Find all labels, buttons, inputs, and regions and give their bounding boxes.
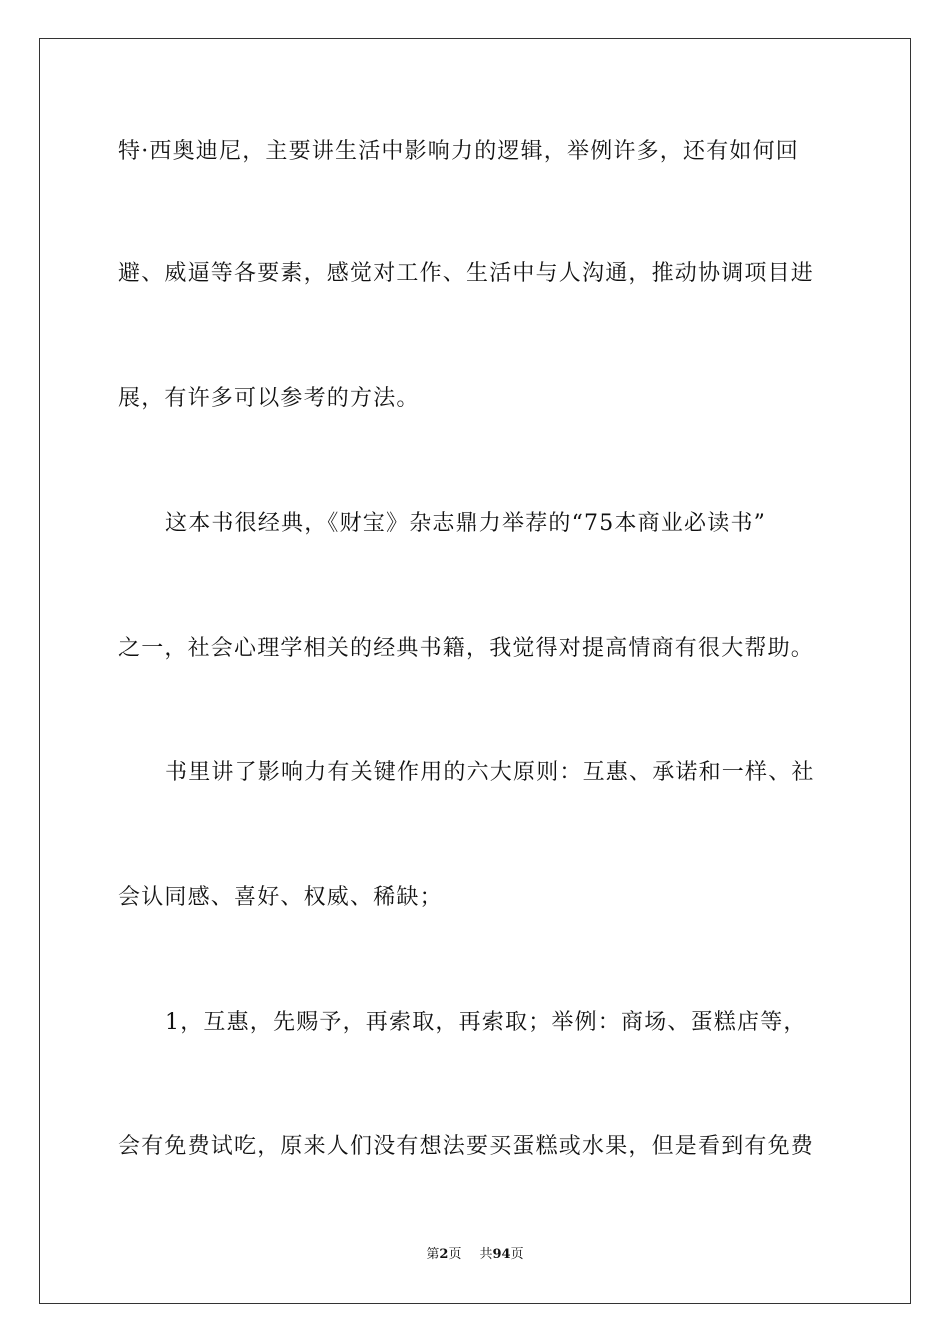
text-line-7: 会认同感、喜好、权威、稀缺； bbox=[118, 885, 443, 910]
text-line-4: 这本书很经典，《财宝》杂志鼎力举荐的“75本商业必读书” bbox=[165, 511, 767, 536]
footer-page-number: 2 bbox=[439, 1247, 449, 1262]
text-line-3: 展，有许多可以参考的方法。 bbox=[118, 386, 420, 411]
footer-page-suffix: 页 bbox=[448, 1247, 462, 1262]
text-line-1: 特·西奥迪尼，主要讲生活中影响力的逻辑，举例许多，还有如何回 bbox=[118, 139, 799, 164]
page-border bbox=[39, 38, 911, 1304]
page-footer bbox=[0, 1246, 950, 1264]
footer-page-prefix: 第 bbox=[426, 1247, 440, 1262]
text-line-9: 会有免费试吃，原来人们没有想法要买蛋糕或水果，但是看到有免费 bbox=[118, 1134, 815, 1159]
text-line-8: 1，互惠，先赐予，再索取，再索取；举例：商场、蛋糕店等， bbox=[165, 1010, 807, 1035]
text-line-2: 避、威逼等各要素，感觉对工作、生活中与人沟通，推动协调项目进 bbox=[118, 261, 815, 286]
footer-total-suffix: 页 bbox=[510, 1247, 524, 1262]
text-line-5: 之一，社会心理学相关的经典书籍，我觉得对提高情商有很大帮助。 bbox=[118, 636, 815, 661]
footer-total-pages: 94 bbox=[492, 1247, 511, 1262]
footer-total-prefix: 共 bbox=[479, 1247, 493, 1262]
text-line-6: 书里讲了影响力有关键作用的六大原则：互惠、承诺和一样、社 bbox=[165, 760, 815, 785]
